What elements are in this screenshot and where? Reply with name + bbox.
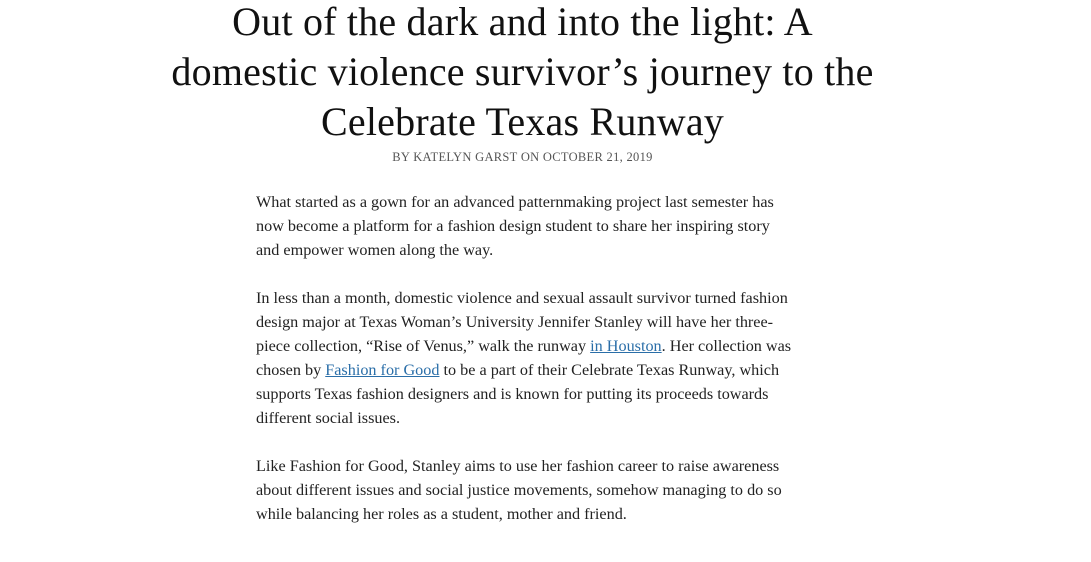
article-title: Out of the dark and into the light: A domestic violence survivor’s journey to the Celebrate Texas Runway: [171, 0, 874, 144]
paragraph-1: What started as a gown for an advanced patternmaking project last semester has now become a platform for a fashion design student to share her inspiring story and empower women along the way.: [256, 193, 774, 259]
paragraph-3: Like Fashion for Good, Stanley aims to use her fashion career to raise awareness about different issues and social justice movements, somehow managing to do so while balancing her roles as a student, mother and friend.: [256, 457, 782, 523]
byline-on: ON: [520, 150, 540, 164]
paragraph-2-text-b: . Her collection was chosen by: [256, 337, 792, 379]
article-body: [256, 190, 796, 550]
byline: [0, 149, 1045, 165]
paragraph-2-text-a: In less than a month, domestic violence and sexual assault survivor turned fashion design major at Texas Woman’s University Jennifer Stanley will have her three-piece collection, “Rise of Venus,” walk the runway: [256, 289, 788, 355]
byline-prefix: BY: [392, 150, 410, 164]
byline-author: KATELYN GARST: [413, 150, 518, 164]
paragraph-2-text-c: to be a part of their Celebrate Texas Runway, which supports Texas fashion designers and is known for putting its proceeds towards different social issues.: [256, 361, 780, 427]
in-houston-link[interactable]: in Houston: [590, 337, 662, 355]
byline-date: OCTOBER 21, 2019: [542, 150, 653, 164]
paragraph-2: [256, 286, 796, 430]
fashion-for-good-link[interactable]: Fashion for Good: [325, 361, 440, 379]
